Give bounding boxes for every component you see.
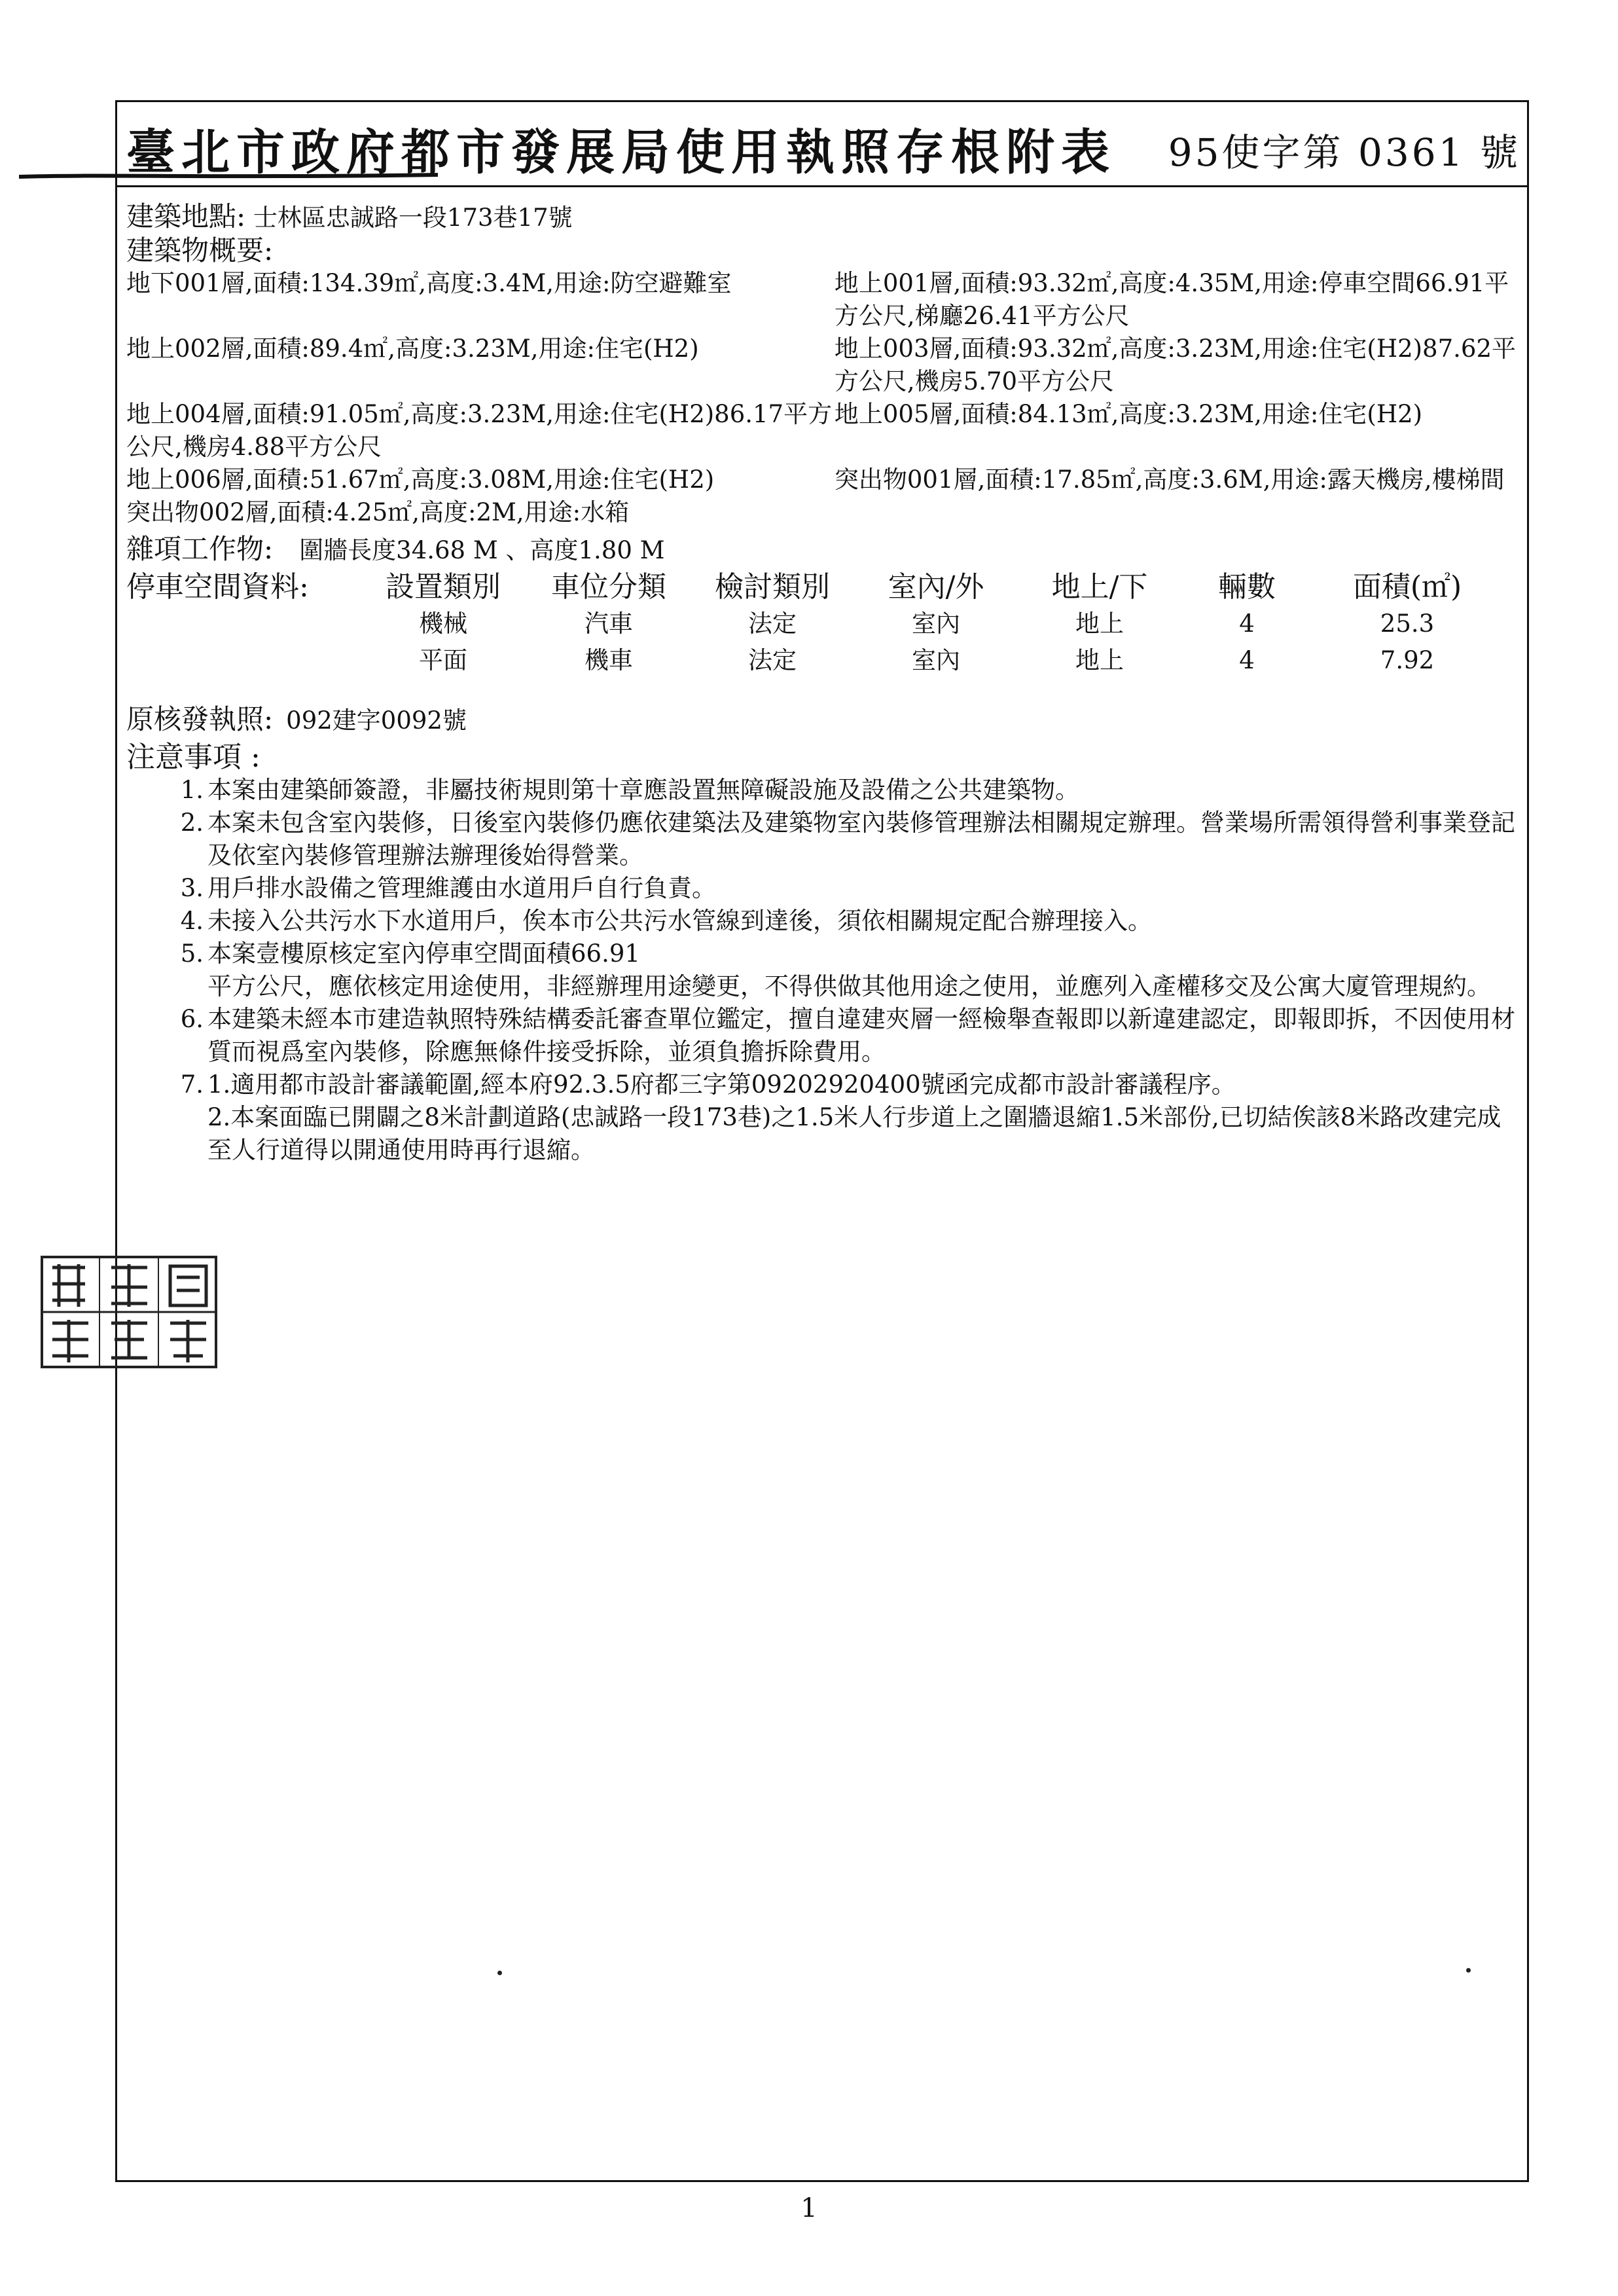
floor-row bbox=[126, 398, 1518, 464]
overview-label: 建築物概要: bbox=[126, 234, 274, 266]
parking-cell: 機車 bbox=[584, 646, 633, 674]
parking-cell: 地上 bbox=[1075, 610, 1124, 638]
parking-cell: 機械 bbox=[419, 610, 467, 638]
floor-entry: 地上005層,面積:84.13㎡,高度:3.23M,用途:住宅(H2) bbox=[834, 400, 1423, 428]
note-text: 未接入公共污水下水道用戶，俟本市公共污水管線到達後，須依相關規定配合辦理接入。 bbox=[207, 907, 1152, 935]
floor-entry: 地下001層,面積:134.39㎡,高度:3.4M,用途:防空避難室 bbox=[126, 269, 732, 297]
floor-overview bbox=[126, 267, 1518, 529]
parking-cell: 25.3 bbox=[1380, 610, 1435, 638]
note-item bbox=[126, 970, 1518, 1003]
note-number: 5. bbox=[180, 939, 204, 968]
parking-cell: 汽車 bbox=[584, 610, 633, 638]
note-text: 1.適用都市設計審議範圍,經本府92.3.5府都三字第09202920400號函完成都市設計審議程序。 bbox=[207, 1070, 1236, 1099]
parking-row bbox=[126, 608, 1518, 640]
document-title: 臺北市政府都市發展局使用執照存根附表 bbox=[126, 124, 1116, 181]
note-item bbox=[126, 1068, 1518, 1101]
floor-entry: 突出物002層,面積:4.25㎡,高度:2M,用途:水箱 bbox=[126, 498, 630, 526]
original-permit-line bbox=[126, 703, 1518, 737]
note-item bbox=[126, 1101, 1518, 1167]
note-number: 2. bbox=[180, 809, 204, 837]
original-permit-value: 092建字0092號 bbox=[286, 706, 467, 735]
parking-col-header: 車位分類 bbox=[551, 570, 666, 604]
floor-entry: 地上001層,面積:93.32㎡,高度:4.35M,用途:停車空間66.91平方公尺,梯廳26.41平方公尺 bbox=[834, 269, 1509, 330]
parking-cell: 地上 bbox=[1075, 646, 1124, 674]
scan-speck bbox=[497, 1971, 502, 1975]
note-number: 4. bbox=[180, 907, 204, 935]
floor-entry: 地上002層,面積:89.4㎡,高度:3.23M,用途:住宅(H2) bbox=[126, 335, 699, 363]
misc-works-label: 雜項工作物: bbox=[126, 533, 274, 565]
note-text: 本案由建築師簽證，非屬技術規則第十章應設置無障礙設施及設備之公共建築物。 bbox=[207, 776, 1079, 804]
note-number: 3. bbox=[180, 874, 204, 902]
parking-cell: 4 bbox=[1239, 646, 1255, 674]
document-frame bbox=[115, 100, 1529, 2182]
note-item bbox=[126, 774, 1518, 807]
note-number: 7. bbox=[180, 1070, 204, 1099]
misc-works-value: 圍牆長度34.68 M 、高度1.80 M bbox=[299, 536, 665, 564]
handwritten-underline bbox=[19, 173, 438, 179]
header bbox=[117, 102, 1527, 187]
site-label: 建築地點: bbox=[126, 200, 246, 232]
official-seal-stamp bbox=[39, 1254, 219, 1370]
site-value: 士林區忠誠路一段173巷17號 bbox=[253, 204, 573, 232]
parking-col-header: 室內/外 bbox=[888, 570, 984, 604]
parking-col-header: 設置類別 bbox=[386, 570, 501, 604]
note-text: 平方公尺，應依核定用途使用，非經辦理用途變更，不得供做其他用途之使用，並應列入產權移交及公寓大廈管理規約。 bbox=[207, 972, 1491, 1000]
parking-cell: 7.92 bbox=[1380, 646, 1435, 674]
note-text: 本案未包含室內裝修，日後室內裝修仍應依建築法及建築物室內裝修管理辦法相關規定辦理。營業場所需領得營利事業登記及依室內裝修管理辦法辦理後始得營業。 bbox=[207, 809, 1515, 869]
note-text: 2.本案面臨已開闢之8米計劃道路(忠誠路一段173巷)之1.5米人行步道上之圍牆退縮1.5米部份,已切結俟該8米路改建完成至人行道得以開通使用時再行退縮。 bbox=[207, 1103, 1501, 1164]
note-item bbox=[126, 872, 1518, 905]
parking-cell: 法定 bbox=[748, 610, 797, 638]
document-body bbox=[126, 200, 1518, 1167]
note-number bbox=[167, 1101, 207, 1167]
scan-speck bbox=[1466, 1968, 1471, 1973]
note-item bbox=[126, 905, 1518, 938]
original-permit-label: 原核發執照: bbox=[126, 703, 274, 735]
parking-cell: 室內 bbox=[912, 646, 960, 674]
parking-col-header: 面積(㎡) bbox=[1352, 570, 1462, 604]
parking-col-header: 地上/下 bbox=[1051, 570, 1148, 604]
note-number: 1. bbox=[180, 776, 204, 804]
parking-cell: 法定 bbox=[748, 646, 797, 674]
floor-entry: 突出物001層,面積:17.85㎡,高度:3.6M,用途:露天機房,樓梯間 bbox=[834, 465, 1505, 494]
note-text: 本案壹樓原核定室內停車空間面積66.91 bbox=[207, 939, 640, 968]
notes-title: 注意事項 : bbox=[126, 740, 261, 774]
note-item bbox=[126, 1003, 1518, 1068]
floor-entry: 地上003層,面積:93.32㎡,高度:3.23M,用途:住宅(H2)87.62平方公尺,機房5.70平方公尺 bbox=[834, 335, 1516, 395]
page-number: 1 bbox=[800, 2193, 818, 2223]
parking-row bbox=[126, 644, 1518, 677]
parking-cell: 4 bbox=[1239, 610, 1255, 638]
parking-col-header: 輛數 bbox=[1218, 570, 1276, 604]
parking-col-header: 檢討類別 bbox=[715, 570, 830, 604]
floor-row bbox=[126, 464, 1518, 496]
note-text: 本建築未經本市建造執照特殊結構委託審查單位鑑定，擅自違建夾層一經檢舉查報即以新違建認定，即報即拆，不因使用材質而視爲室內裝修，除應無條件接受拆除，並須負擔拆除費用。 bbox=[207, 1005, 1515, 1066]
parking-header-row bbox=[126, 571, 1518, 604]
site-line bbox=[126, 200, 1518, 234]
note-text: 用戶排水設備之管理維護由水道用戶自行負責。 bbox=[207, 874, 716, 902]
floor-entry: 地上004層,面積:91.05㎡,高度:3.23M,用途:住宅(H2)86.17平方公尺,機房4.88平方公尺 bbox=[126, 400, 833, 461]
note-number bbox=[167, 970, 207, 1003]
floor-row bbox=[126, 333, 1518, 398]
parking-cell: 室內 bbox=[912, 610, 960, 638]
note-item bbox=[126, 807, 1518, 872]
floor-row bbox=[126, 267, 1518, 333]
parking-cell: 平面 bbox=[419, 646, 467, 674]
note-item bbox=[126, 938, 1518, 970]
parking-label: 停車空間資料: bbox=[126, 570, 309, 604]
note-number: 6. bbox=[180, 1005, 204, 1033]
misc-works-line bbox=[126, 533, 1518, 567]
permit-number: 95使字第 0361 號 bbox=[1168, 130, 1520, 175]
floor-entry: 地上006層,面積:51.67㎡,高度:3.08M,用途:住宅(H2) bbox=[126, 465, 715, 494]
